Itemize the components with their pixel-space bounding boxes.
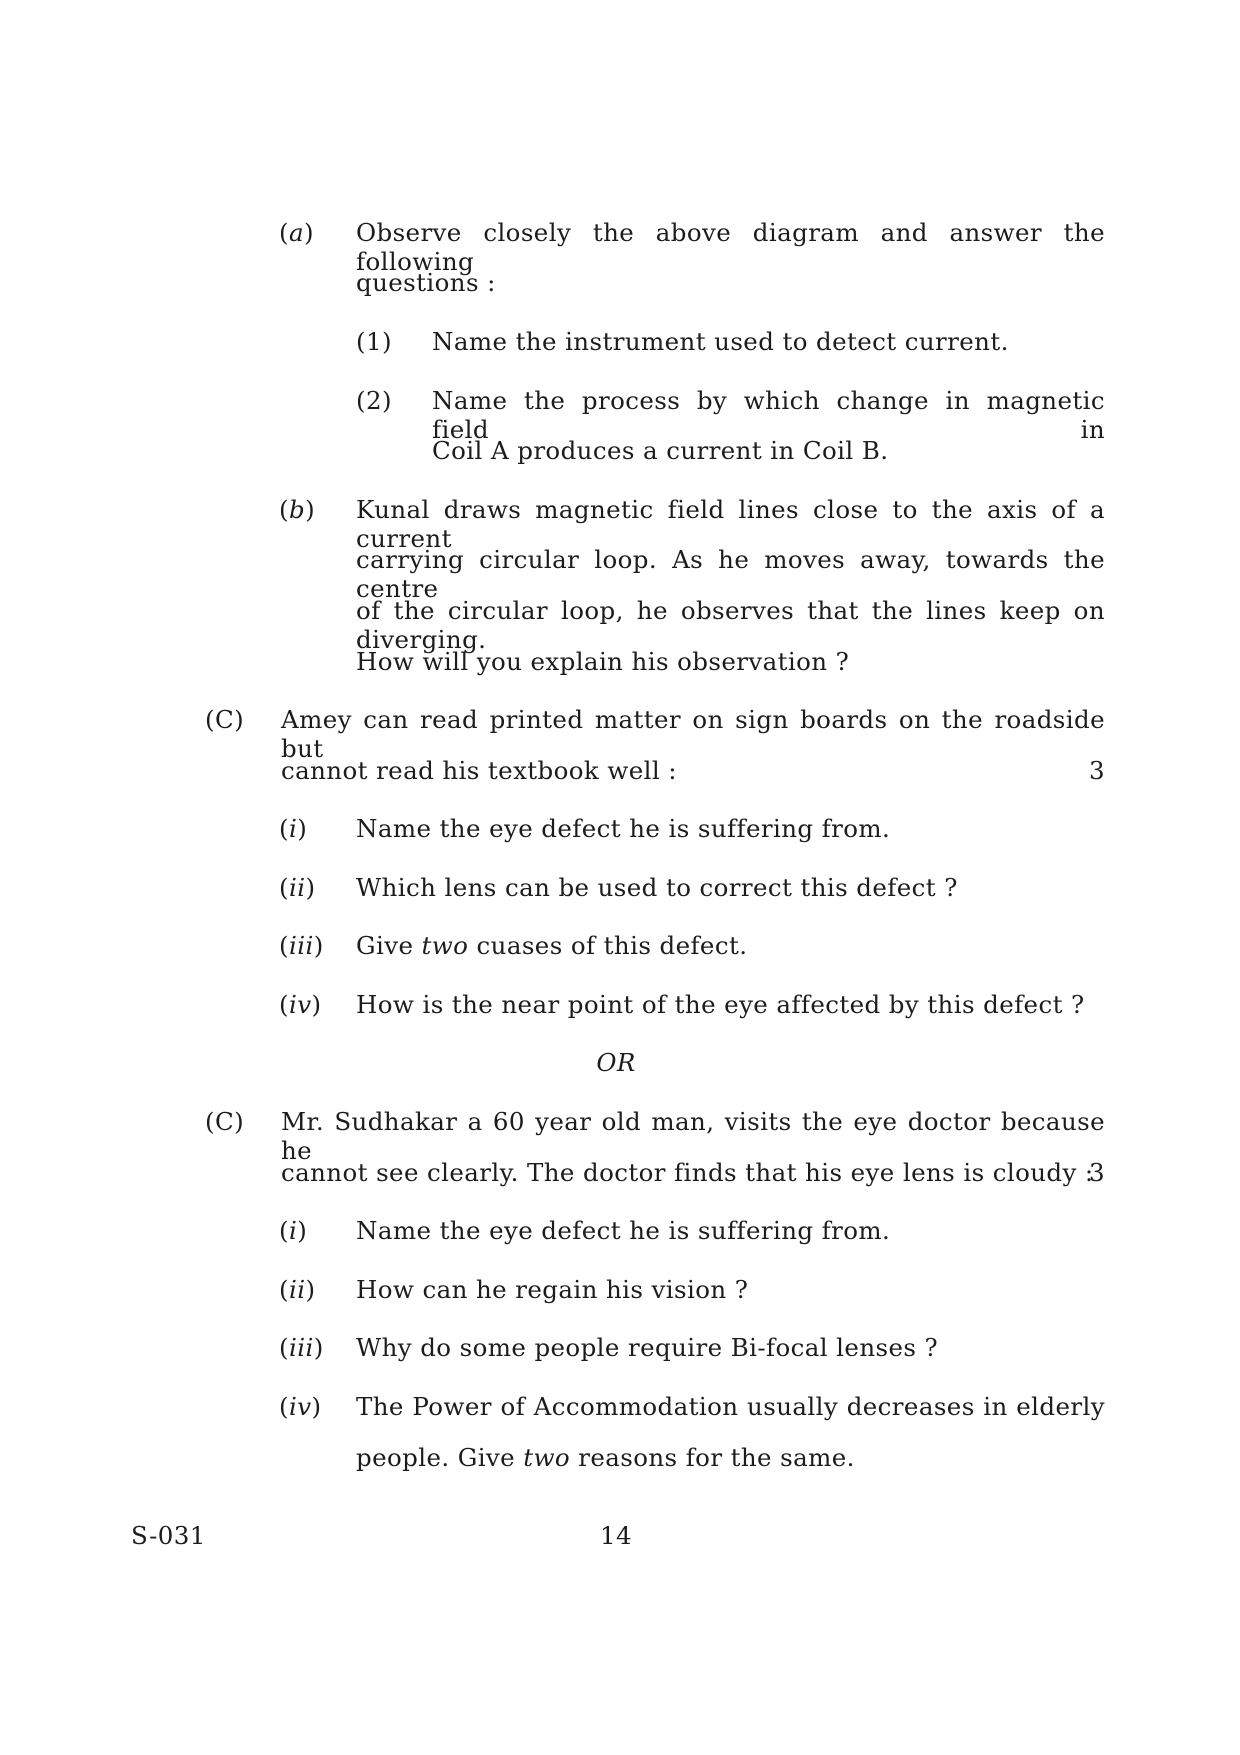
c1-item-ii-text: Which lens can be used to correct this defect ? — [356, 873, 958, 902]
c1-item-iv-label: (iv) — [279, 990, 322, 1019]
or-separator: OR — [596, 1048, 636, 1077]
c2-item-iii-text: Why do some people require Bi-focal lenses ? — [356, 1333, 939, 1362]
part-b-label: (b) — [279, 495, 316, 524]
c2-item-iv-label: (iv) — [279, 1392, 322, 1421]
question-c2-line1: Mr. Sudhakar a 60 year old man, visits the eye doctor because he — [281, 1107, 1105, 1165]
c2-item-iii-label: (iii) — [279, 1333, 324, 1362]
question-c2-marks: 3 — [1089, 1158, 1105, 1187]
sub2-number: (2) — [356, 386, 392, 415]
question-c1-line1: Amey can read printed matter on sign boards on the roadside but — [281, 705, 1105, 763]
c1-item-iii-label: (iii) — [279, 931, 324, 960]
part-a-line2: questions : — [356, 268, 496, 297]
question-c2-label: (C) — [205, 1107, 245, 1136]
sub1-text: Name the instrument used to detect current. — [432, 327, 1009, 356]
question-c2-line2: cannot see clearly. The doctor finds that his eye lens is cloudy : — [281, 1158, 1094, 1187]
c1-item-iii-text: Give two cuases of this defect. — [356, 931, 748, 960]
c2-item-ii-label: (ii) — [279, 1275, 316, 1304]
c2-item-iv-line1: The Power of Accommodation usually decreases in elderly — [356, 1392, 1105, 1421]
c1-item-i-label: (i) — [279, 814, 308, 843]
c2-item-i-label: (i) — [279, 1216, 308, 1245]
c2-item-i-text: Name the eye defect he is suffering from. — [356, 1216, 891, 1245]
part-b-line3: of the circular loop, he observes that the lines keep on diverging. — [356, 596, 1105, 654]
c1-item-i-text: Name the eye defect he is suffering from. — [356, 814, 891, 843]
page-number: 14 — [600, 1521, 632, 1550]
part-a-line1: Observe closely the above diagram and answer the following — [356, 218, 1105, 276]
sub1-number: (1) — [356, 327, 392, 356]
part-b-line1: Kunal draws magnetic field lines close to the axis of a current — [356, 495, 1105, 553]
question-c1-label: (C) — [205, 705, 245, 734]
part-a-label: (a) — [279, 218, 314, 247]
paper-code: S-031 — [131, 1521, 206, 1550]
c2-item-ii-text: How can he regain his vision ? — [356, 1275, 749, 1304]
c2-item-iv-line2: people. Give two reasons for the same. — [356, 1443, 855, 1472]
question-c1-marks: 3 — [1089, 756, 1105, 785]
c1-item-ii-label: (ii) — [279, 873, 316, 902]
sub2-line1: Name the process by which change in magnetic field in — [432, 386, 1105, 444]
part-b-line4: How will you explain his observation ? — [356, 647, 850, 676]
part-b-line2: carrying circular loop. As he moves away, towards the centre — [356, 545, 1105, 603]
sub2-line2: Coil A produces a current in Coil B. — [432, 436, 889, 465]
c1-item-iv-text: How is the near point of the eye affected by this defect ? — [356, 990, 1085, 1019]
question-c1-line2: cannot read his textbook well : — [281, 756, 677, 785]
